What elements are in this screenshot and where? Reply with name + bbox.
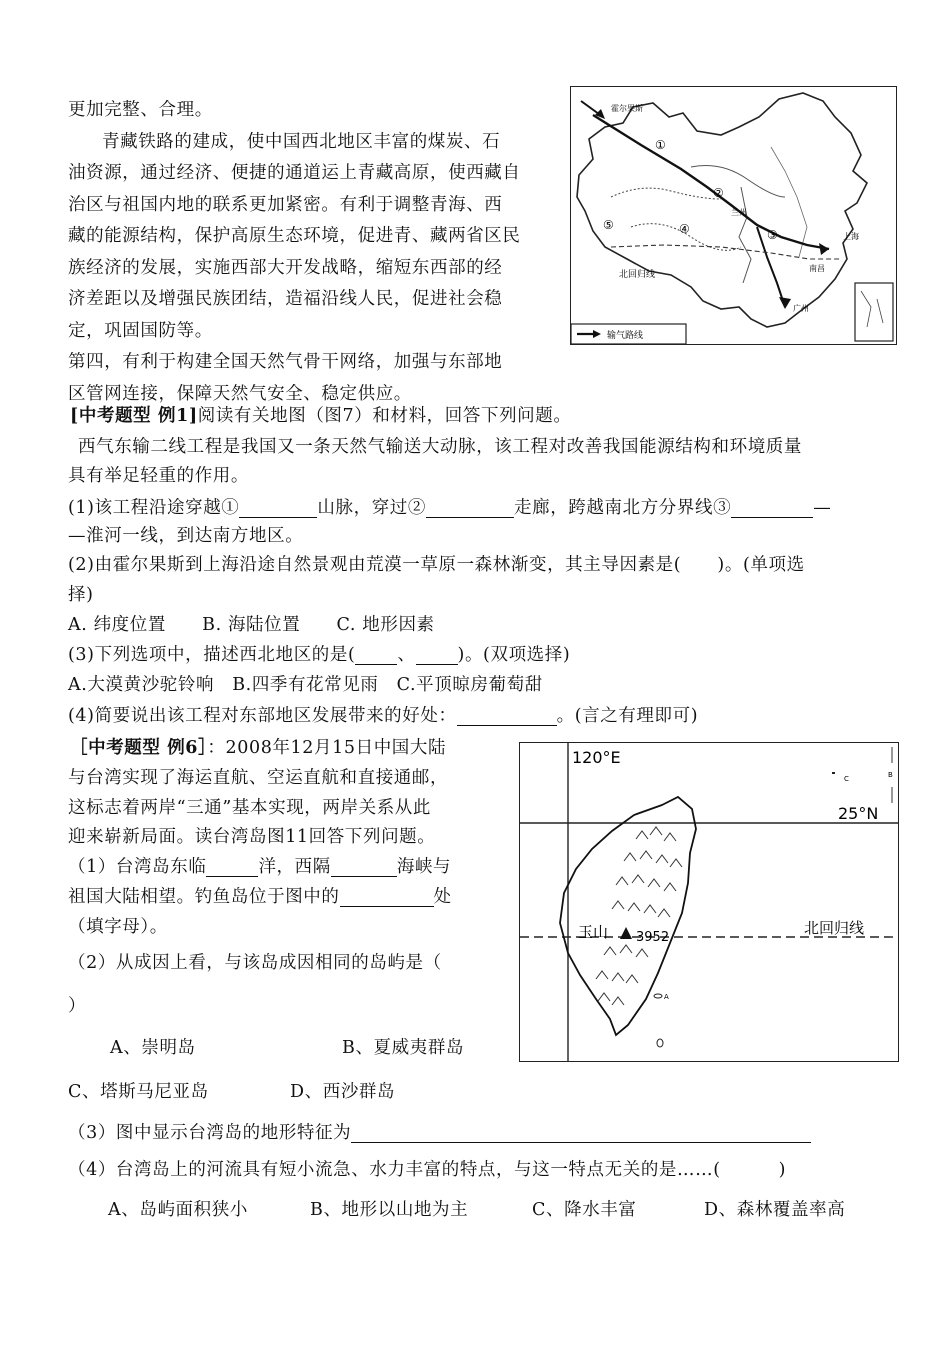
tropic-line (611, 245, 841, 259)
intro-line: 区管网连接，保障天然气安全、稳定供应。 (68, 384, 412, 404)
q3-blank-1[interactable] (355, 646, 397, 665)
q1-text: （1）台湾岛东临 (68, 857, 207, 877)
q1-blank-1[interactable] (239, 499, 317, 518)
example1-heading-rest: 阅读有关地图（图7）和材料，回答下列问题。 (197, 406, 572, 426)
latitude-label: 25°N (838, 804, 879, 823)
china-outline (577, 93, 867, 327)
q2-option-a: A、崇明岛 (110, 1038, 196, 1058)
south-sea-inset (855, 283, 893, 341)
example1-q1-cont: —淮河一线，到达南方地区。 (68, 526, 304, 546)
label-nanchang: 南昌 (809, 264, 825, 273)
intro-line: 青藏铁路的建成，使中国西北地区丰富的煤炭、石 (102, 132, 501, 152)
q3-text: 、 (397, 645, 416, 665)
q4-text: 。(言之有理即可) (556, 706, 699, 726)
q1-blank-3[interactable] (731, 499, 813, 518)
example6-heading-line (70, 738, 446, 758)
q4-text: ) (778, 1160, 787, 1180)
q4-option-d: D、森林覆盖率高 (704, 1200, 846, 1220)
example6-q2: （2）从成因上看，与该岛成因相同的岛屿是（ (68, 953, 442, 973)
q4-text: (4)简要说出该工程对东部地区发展带来的好处： (68, 706, 457, 726)
example6-q1-cont (68, 887, 452, 907)
label-start: 霍尔果斯 (611, 104, 643, 113)
intro-line: 油资源，通过经济、便捷的通道运上青藏高原，使西藏自 (68, 163, 521, 183)
q1-blank-ocean[interactable] (206, 858, 258, 877)
peak-marker (620, 927, 632, 939)
q2-option-c: C、塔斯马尼亚岛 (68, 1082, 209, 1102)
q3-text: （3）图中显示台湾岛的地形特征为 (68, 1123, 352, 1143)
example6-line: 与台湾实现了海运直航、空运直航和直接通邮， (68, 768, 449, 788)
example6-q4 (68, 1160, 786, 1180)
example6-q3 (68, 1123, 811, 1143)
q3-text: )。(双项选择) (457, 645, 571, 665)
intro-line: 第四，有利于构建全国天然气骨干网络，加强与东部地 (68, 352, 503, 372)
example6-line: 这标志着两岸“三通”基本实现，两岸关系从此 (68, 798, 431, 818)
q1-text: — (813, 498, 832, 518)
island-south-marker (657, 1039, 663, 1047)
example1-heading-line (70, 406, 571, 426)
intro-line: 定，巩固国防等。 (68, 321, 213, 341)
q3-text: (3)下列选项中，描述西北地区的是( (68, 645, 356, 665)
q4-option-c: C、降水丰富 (532, 1200, 637, 1220)
q1-blank-2[interactable] (426, 499, 514, 518)
q1-text: 洋，西隔 (258, 857, 331, 877)
q1-text: 走廊，跨越南北方分界线③ (514, 498, 732, 518)
example1-q3-options: A.大漠黄沙驼铃响 B.四季有花常见雨 C.平顶晾房葡萄甜 (68, 675, 543, 695)
example6-q1 (68, 857, 451, 877)
example1-material: 具有举足轻重的作用。 (68, 466, 249, 486)
label-shanghai: 上海 (843, 232, 859, 241)
example6-q2-close: ） (68, 996, 87, 1016)
peak-name: 玉山 (578, 923, 609, 941)
example1-q2-options: A. 纬度位置 B. 海陆位置 C. 地形因素 (68, 615, 435, 635)
label-guangzhou: 广州 (793, 304, 809, 313)
taiwan-island-outline (560, 797, 696, 1035)
point-b-label: B (888, 771, 893, 779)
example1-q1 (68, 498, 831, 518)
example1-material: 西气东输二线工程是我国又一条天然气输送大动脉，该工程对改善我国能源结构和环境质量 (78, 437, 802, 457)
island-a-marker (654, 994, 662, 998)
point-a-label: A (664, 993, 669, 1001)
tropic-label: 北回归线 (804, 919, 865, 937)
point-c-label: C (844, 775, 849, 783)
mountain-symbols (596, 827, 682, 1005)
example1-heading: [中考题型 例1] (70, 406, 198, 426)
q1-text: 海峡与 (396, 857, 452, 877)
intro-line: 济差距以及增强民族团结，造福沿线人民，促进社会稳 (68, 289, 503, 309)
q1-blank-letter[interactable] (340, 888, 434, 907)
pipeline-route (593, 115, 829, 249)
peak-height: 3952 (636, 930, 670, 945)
marker-3: ③ (767, 228, 778, 242)
q3-blank[interactable] (351, 1124, 811, 1143)
longitude-label: 120°E (572, 748, 621, 767)
intro-line: 藏的能源结构，保护高原生态环境，促进青、藏两省区民 (68, 226, 521, 246)
marker-1: ① (655, 138, 666, 152)
intro-line: 族经济的发展，实施西部大开发战略，缩短东西部的经 (68, 258, 503, 278)
q1-text: 处 (433, 887, 452, 907)
example1-q4 (68, 706, 698, 726)
q1-blank-strait[interactable] (331, 858, 397, 877)
legend-label: 输气路线 (607, 331, 644, 341)
q1-text: (1)该工程沿途穿越① (68, 498, 240, 518)
marker-2: ② (713, 186, 724, 200)
q4-text: （4）台湾岛上的河流具有短小流急、水力丰富的特点，与这一特点无关的是……( (68, 1160, 721, 1180)
q1-text: 山脉，穿过② (317, 498, 426, 518)
q4-option-b: B、地形以山地为主 (310, 1200, 469, 1220)
example1-q2: (2)由霍尔果斯到上海沿途自然景观由荒漠一草原一森林渐变，其主导因素是( )。(单项选 (68, 555, 805, 575)
q1-text: 祖国大陆相望。钓鱼岛位于图中的 (68, 887, 340, 907)
taiwan-map (519, 742, 899, 1062)
intro-line: 治区与祖国内地的联系更加紧密。有利于调整青海、西 (68, 195, 503, 215)
q3-blank-2[interactable] (416, 646, 458, 665)
marker-5: ⑤ (603, 218, 614, 232)
q2-option-b: B、夏威夷群岛 (342, 1038, 465, 1058)
intro-line: 更加完整、合理。 (68, 100, 213, 120)
q4-option-a: A、岛屿面积狭小 (108, 1200, 248, 1220)
q4-blank[interactable] (457, 707, 557, 726)
marker-4: ④ (679, 222, 690, 236)
example6-heading: ［中考题型 例6］ (70, 738, 208, 758)
example6-heading-rest: ：2008年12月15日中国大陆 (207, 738, 447, 758)
example1-q3 (68, 645, 570, 665)
label-lanzhou: 兰州 (731, 208, 747, 217)
example6-q1-note: （填字母）。 (68, 917, 168, 937)
example1-q2-cont: 择) (68, 585, 94, 605)
china-map-drawing (571, 87, 896, 344)
example6-line: 迎来崭新局面。读台湾岛图11回答下列问题。 (68, 827, 436, 847)
q2-option-d: D、西沙群岛 (290, 1082, 396, 1102)
china-pipeline-map (570, 86, 897, 345)
label-tropic: 北回归线 (619, 270, 656, 280)
taiwan-map-drawing (520, 743, 898, 1061)
